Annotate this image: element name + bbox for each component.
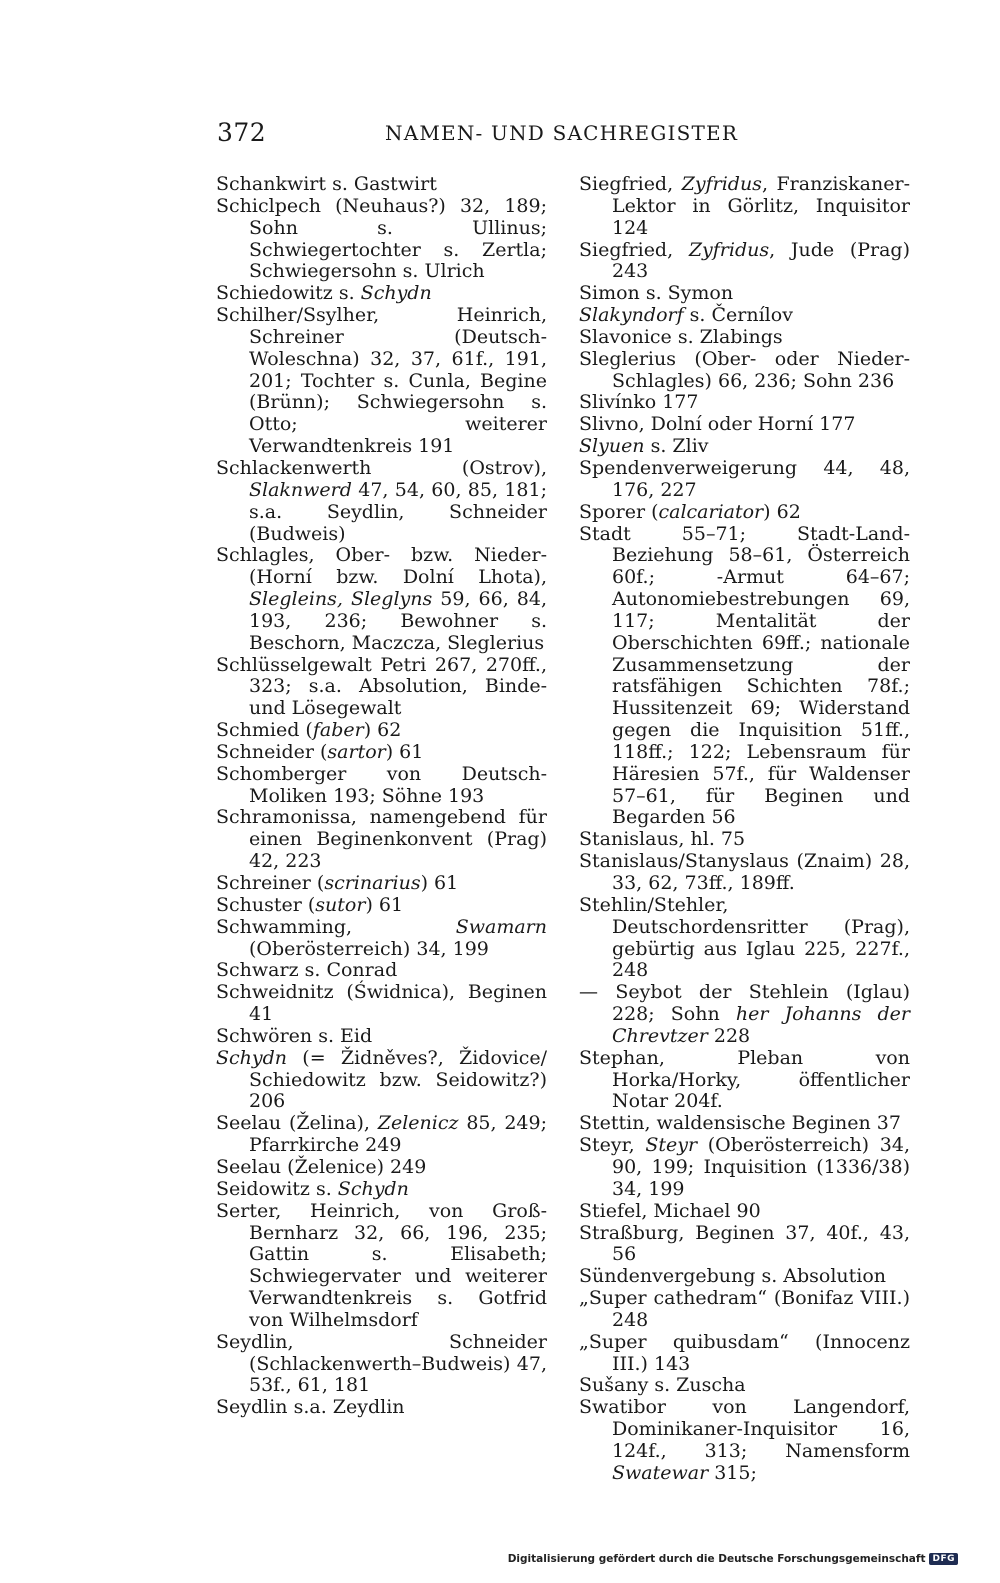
index-entry	[579, 851, 910, 895]
digitization-footer	[508, 1553, 958, 1565]
entry-text: Seydlin s.a. Zeydlin	[216, 1396, 405, 1419]
entry-text: ) 62	[363, 719, 402, 742]
index-entry	[579, 436, 910, 458]
entry-text: Seydlin, Schneider (Schlackenwerth–Budweis) 47, 53f., 61, 181	[216, 1330, 547, 1397]
entry-text: Sporer (	[579, 500, 659, 523]
entry-italic-text: Swamarn	[455, 915, 547, 938]
index-entry	[216, 1332, 547, 1398]
entry-text: 228	[707, 1024, 751, 1047]
entry-text: Schlüsselgewalt Petri 267, 270ff., 323; s.a. Absolution, Binde- und Lösegewalt	[216, 653, 547, 720]
index-entry	[579, 1332, 910, 1376]
entry-text: Schlagles, Ober- bzw. Nieder- (Horní bzw. Dolní Lhota),	[216, 544, 547, 589]
footer-text: Digitalisierung gefördert durch die Deutsche Forschungsgemeinschaft	[507, 1553, 926, 1565]
index-entry	[579, 349, 910, 393]
entry-text: Schomberger von Deutsch-Moliken 193; Söhne 193	[216, 762, 547, 807]
index-entry	[579, 327, 910, 349]
entry-text: (Oberösterreich) 34, 90, 199; Inquisition (1336/38) 34, 199	[612, 1134, 910, 1200]
entry-text: Seidowitz s.	[216, 1177, 338, 1200]
entry-text: Slivínko 177	[579, 391, 699, 414]
entry-italic-text: Schydn	[216, 1046, 288, 1069]
entry-italic-text: calcariator	[658, 500, 764, 523]
index-entry	[216, 196, 547, 283]
index-entry	[216, 742, 547, 764]
entry-text: (= Židněves?, Židovice/ Schiedowitz bzw. Seidowitz?) 206	[249, 1046, 547, 1113]
entry-text: Stiefel, Michael 90	[579, 1199, 761, 1222]
index-entry	[579, 414, 910, 436]
entry-text: , Franziskaner-Lektor in Görlitz, Inquisitor 124	[612, 173, 910, 239]
entry-text: (Oberösterreich) 34, 199	[249, 937, 489, 960]
entry-text: Stanislaus/Stanyslaus (Znaim) 28, 33, 62, 73ff., 189ff.	[579, 850, 910, 894]
index-entry	[216, 1048, 547, 1114]
index-entry	[579, 1135, 910, 1201]
index-entry	[216, 1397, 547, 1419]
entry-text: Schneider (	[216, 740, 328, 763]
entry-text: Schwören s. Eid	[216, 1024, 373, 1047]
index-column-right	[579, 174, 910, 1485]
entry-italic-text: Slakyndorf	[579, 304, 684, 327]
page-number: 372	[217, 118, 267, 147]
entry-text: ) 61	[385, 740, 424, 763]
entry-italic-text: Swatewar	[612, 1461, 709, 1484]
entry-text: „Super cathedram“ (Bonifaz VIII.) 248	[579, 1287, 910, 1331]
entry-text: ) 62	[763, 500, 801, 523]
entry-italic-text: sutor	[315, 893, 366, 916]
entry-italic-text: Schydn	[360, 282, 432, 305]
entry-text: 47, 54, 60, 85, 181; s.a. Seydlin, Schneider (Budweis)	[249, 478, 547, 545]
entry-text: s. Černílov	[683, 304, 793, 327]
index-entry	[216, 807, 547, 873]
index-entry	[579, 1113, 910, 1135]
entry-text: Slavonice s. Zlabings	[579, 325, 783, 348]
entry-text: s. Zliv	[644, 435, 709, 458]
index-entry	[579, 1288, 910, 1332]
entry-text: Schweidnitz (Świdnica), Beginen 41	[216, 981, 547, 1026]
entry-italic-text: Zyfridus	[681, 173, 762, 195]
entry-text: Schmied (	[216, 719, 313, 742]
entry-text: ) 61	[420, 872, 459, 894]
index-entry	[216, 982, 547, 1026]
entry-text: Sušany s. Zuscha	[579, 1374, 746, 1397]
entry-italic-text: Slegleins, Sleglyns	[249, 588, 433, 611]
entry-text: „Super quibusdam“ (Innocenz III.) 143	[579, 1330, 910, 1375]
entry-text: Siegfried,	[579, 238, 689, 261]
entry-text: Schankwirt s. Gastwirt	[216, 173, 437, 195]
entry-text: 85, 249; Pfarrkirche 249	[249, 1112, 547, 1157]
index-entry	[579, 1397, 910, 1484]
entry-text: Stephan, Pleban von Horka/Horky, öffentlicher Notar 204f.	[579, 1046, 910, 1113]
entry-text: Stanislaus, hl. 75	[579, 828, 746, 851]
index-entry	[216, 283, 547, 305]
index-entry	[579, 240, 910, 284]
index-entry	[579, 305, 910, 327]
index-entry	[216, 1113, 547, 1157]
index-entry	[216, 174, 547, 196]
index-entry	[216, 305, 547, 458]
entry-text: Steyr,	[579, 1134, 646, 1157]
index-entry	[579, 502, 910, 524]
entry-text: Schiclpech (Neuhaus?) 32, 189; Sohn s. Ullinus; Schwiegertochter s. Zertla; Schwiegersohn s. Ulrich	[216, 194, 547, 283]
entry-text: 59, 66, 84, 193, 236; Bewohner s. Beschorn, Maczcza, Sleglerius	[249, 588, 547, 654]
index-entry	[216, 917, 547, 961]
entry-text: Seelau (Želina),	[216, 1112, 378, 1135]
index-entry	[579, 174, 910, 240]
entry-text: , Jude (Prag) 243	[612, 238, 910, 283]
index-entry	[216, 720, 547, 742]
entry-text: Simon s. Symon	[579, 282, 734, 305]
index-column-left	[216, 174, 547, 1419]
index-entry	[579, 829, 910, 851]
index-entry	[216, 1179, 547, 1201]
entry-text: Schwarz s. Conrad	[216, 959, 398, 982]
index-entry	[216, 960, 547, 982]
index-entry	[579, 982, 910, 1048]
entry-italic-text: Slaknwerd	[249, 478, 352, 501]
dfg-logo: DFG	[929, 1553, 958, 1565]
index-entry	[579, 1048, 910, 1114]
entry-text: — Seybot der Stehlein (Iglau) 228; Sohn	[579, 981, 910, 1026]
entry-text: Schwamming,	[216, 915, 456, 938]
entry-text: Straßburg, Beginen 37, 40f., 43, 56	[579, 1221, 910, 1266]
entry-text: Spendenverweigerung 44, 48, 176, 227	[579, 456, 910, 501]
entry-italic-text: Slyuen	[579, 435, 645, 458]
index-entry	[216, 1157, 547, 1179]
entry-italic-text: Steyr	[645, 1134, 698, 1157]
entry-text: Schlackenwerth (Ostrov),	[216, 456, 547, 479]
entry-text: Schuster (	[216, 893, 316, 916]
entry-text: Siegfried,	[579, 173, 682, 195]
index-entry	[216, 458, 547, 545]
entry-text: Serter, Heinrich, von Groß-Bernharz 32, 66, 196, 235; Gattin s. Elisabeth; Schwiegervater und weiterer Verwandtenkreis s. Gotfrid von Wilhelmsdorf	[216, 1199, 547, 1331]
index-entry	[579, 524, 910, 830]
index-entry	[579, 1375, 910, 1397]
index-entry	[579, 895, 910, 982]
entry-italic-text: faber	[312, 719, 364, 742]
entry-text: Seelau (Želenice) 249	[216, 1155, 427, 1178]
index-entry	[216, 764, 547, 808]
index-entry	[579, 392, 910, 414]
entry-italic-text: her Johanns der Chrevtzer	[612, 1003, 910, 1047]
index-entry	[579, 283, 910, 305]
entry-text: Schiedowitz s.	[216, 282, 361, 305]
index-entry	[216, 873, 547, 895]
entry-italic-text: Zyfridus	[688, 238, 770, 261]
running-head: NAMEN- UND SACHREGISTER	[385, 121, 739, 145]
entry-text: Slivno, Dolní oder Horní 177	[579, 413, 856, 436]
index-entry	[216, 895, 547, 917]
entry-text: Swatibor von Langendorf, Dominikaner-Inquisitor 16, 124f., 313; Namensform	[579, 1396, 910, 1462]
index-entry	[216, 1026, 547, 1048]
entry-italic-text: sartor	[327, 740, 386, 763]
index-entry	[579, 1201, 910, 1223]
entry-italic-text: Schydn	[337, 1177, 409, 1200]
index-entry	[216, 545, 547, 654]
entry-text: Schreiner (	[216, 872, 325, 894]
entry-text: ) 61	[365, 893, 404, 916]
entry-italic-text: Zelenicz	[377, 1112, 459, 1135]
entry-text: Stehlin/Stehler, Deutschordensritter (Prag), gebürtig aus Iglau 225, 227f., 248	[579, 893, 910, 982]
index-entry	[579, 458, 910, 502]
entry-text: Schilher/Ssylher, Heinrich, Schreiner (Deutsch-Woleschna) 32, 37, 61f., 191, 201; Tochter s. Cunla, Begine (Brünn); Schwiegersohn s. Otto; weiterer Verwandtenkreis 191	[216, 304, 547, 458]
entry-text: Sündenvergebung s. Absolution	[579, 1265, 887, 1288]
entry-text: 315;	[708, 1461, 757, 1484]
index-entry	[579, 1266, 910, 1288]
entry-text: Stettin, waldensische Beginen 37	[579, 1112, 901, 1135]
entry-italic-text: scrinarius	[324, 872, 421, 894]
index-entry	[579, 1223, 910, 1267]
entry-text: Stadt 55–71; Stadt-Land-Beziehung 58–61, Österreich 60f.; -Armut 64–67; Autonomiebestrebungen 69, 117; Mentalität der Oberschichten 69ff.; nationale Zusammensetzung der ratsfähigen Schichten 78f.; Hussitenzeit 69; Widerstand gegen die Inquisition 51ff., 118ff.; 122; Lebensraum für Häresien 57f., für Waldenser 57–61, für Beginen und Begarden 56	[579, 522, 910, 829]
index-entry	[216, 1201, 547, 1332]
entry-text: Schramonissa, namengebend für einen Beginenkonvent (Prag) 42, 223	[216, 806, 547, 873]
entry-text: Sleglerius (Ober- oder Nieder-Schlagles) 66, 236; Sohn 236	[579, 347, 910, 392]
index-entry	[216, 655, 547, 721]
